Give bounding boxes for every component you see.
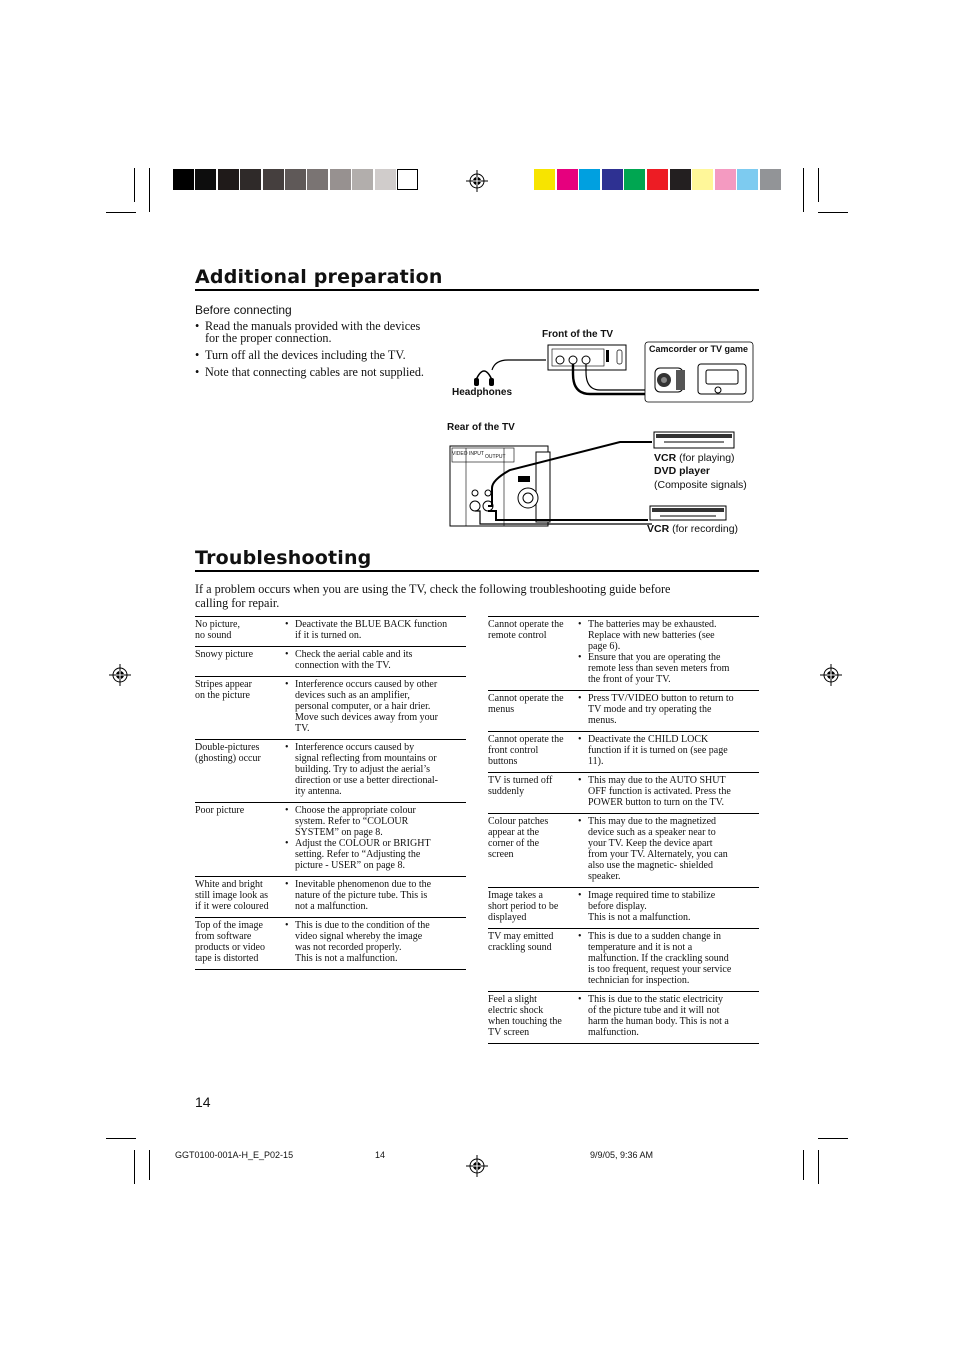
solution-line: signal reflecting from mountains or (295, 753, 437, 764)
problem-cell (195, 619, 240, 641)
crop-mark (106, 1138, 136, 1139)
solution-cell (285, 619, 466, 641)
problem-line: still image look as (195, 890, 269, 901)
solution-line: page 6). (588, 641, 621, 652)
color-swatch (534, 169, 555, 190)
solution-line: function if it is turned on (see page (588, 745, 728, 756)
heading-rule (195, 289, 759, 291)
solution-item (285, 838, 466, 871)
color-swatch (715, 169, 736, 190)
table-row (488, 929, 759, 992)
troubleshooting-table-right (488, 616, 759, 1044)
solution-line: device such as a speaker near to (588, 827, 716, 838)
color-swatch (602, 169, 623, 190)
solution-cell (285, 742, 466, 797)
solution-cell (578, 890, 759, 923)
gray-swatch (352, 169, 373, 190)
problem-line: No picture, (195, 619, 240, 630)
solution-line: • This is due to the condition of the (295, 920, 430, 931)
solution-item (285, 742, 466, 797)
table-row (195, 677, 466, 740)
vcr-recording-text: (for recording) (669, 523, 739, 535)
solution-cell (578, 693, 759, 726)
solution-line: also use the magnetic- shielded (588, 860, 713, 871)
table-row (195, 877, 466, 918)
solution-line: • Interference occurs caused by (295, 742, 415, 753)
gray-swatch (285, 169, 306, 190)
problem-line: Stripes appear (195, 679, 252, 690)
solution-line: setting. Refer to “Adjusting the (295, 849, 421, 860)
problem-cell (488, 890, 558, 923)
solution-line: menus. (588, 715, 617, 726)
table-row (195, 918, 466, 970)
problem-line: TV screen (488, 1027, 530, 1038)
problem-cell (488, 816, 548, 860)
solution-line: technician for inspection. (588, 975, 690, 986)
troubleshooting-intro (195, 582, 670, 610)
solution-line: This is not a malfunction. (588, 912, 691, 923)
solution-item (578, 931, 759, 986)
footer-file-name: GGT0100-001A-H_E_P02-15 (175, 1150, 294, 1160)
solution-cell (578, 931, 759, 986)
table-row (488, 732, 759, 773)
heading-rule (195, 570, 759, 572)
solution-cell (578, 619, 759, 685)
solution-item (285, 879, 466, 912)
solution-line: malfunction. If the crackling sound (588, 953, 729, 964)
solution-line: This is not a malfunction. (295, 953, 398, 964)
problem-line: short period to be (488, 901, 559, 912)
headphones-icon (474, 360, 546, 386)
troubleshooting-table-left (195, 616, 466, 970)
gray-swatch (240, 169, 261, 190)
gray-swatch (397, 169, 418, 190)
problem-line: products or video (195, 942, 265, 953)
bullet-mark: • (195, 348, 200, 362)
table-row (488, 773, 759, 814)
solution-line: direction or use a better directional- (295, 775, 438, 786)
problem-line: suddenly (488, 786, 525, 797)
prep-bullet-text: Read the manuals provided with the devices (205, 319, 421, 333)
solution-line: if it is turned on. (295, 630, 362, 641)
table-row (488, 617, 759, 691)
additional-preparation-heading: Additional preparation (195, 266, 443, 288)
solution-line: • Press TV/VIDEO button to return to (588, 693, 734, 704)
problem-cell (488, 994, 562, 1038)
vcr-bold: VCR (654, 452, 677, 464)
problem-line: front control (488, 745, 539, 756)
color-swatch (760, 169, 781, 190)
vcr-recording-icon (650, 506, 726, 520)
registration-mark-icon (466, 1155, 488, 1177)
registration-mark-icon (820, 664, 842, 686)
vcr-playing-label (654, 452, 735, 464)
solution-line: system. Refer to “COLOUR (295, 816, 409, 827)
troubleshooting-heading: Troubleshooting (195, 547, 372, 569)
problem-line: Colour patches (488, 816, 549, 827)
problem-line: from software (195, 931, 252, 942)
intro-line: If a problem occurs when you are using the TV, check the following troubleshooting guide before (195, 582, 671, 596)
table-row (488, 992, 759, 1044)
solution-line: • Image required time to stabilize (588, 890, 716, 901)
problem-line: no sound (195, 630, 232, 641)
solution-line: • The batteries may be exhausted. (588, 619, 717, 630)
vcr-playing-text: (for playing) (676, 452, 735, 464)
solution-item (578, 693, 759, 726)
gray-swatch (330, 169, 351, 190)
solution-line: nature of the picture tube. This is (295, 890, 428, 901)
solution-line: personal computer, or a hair drier. (295, 701, 431, 712)
vcr-recording-label (647, 523, 738, 535)
solution-line: TV. (295, 723, 310, 734)
rear-output-label: OUTPUT (485, 454, 506, 460)
problem-cell (195, 879, 269, 912)
gray-swatch (263, 169, 284, 190)
crop-mark (818, 1138, 848, 1139)
problem-line: when touching the (488, 1016, 562, 1027)
color-swatch (670, 169, 691, 190)
problem-line: Feel a slight (488, 994, 537, 1005)
color-swatch (647, 169, 668, 190)
crop-mark (803, 1150, 804, 1180)
vcr-playing-icon (654, 432, 734, 448)
solution-line: • Interference occurs caused by other (295, 679, 438, 690)
solution-line: building. Try to adjust the aerial’s (295, 764, 430, 775)
solution-line: malfunction. (588, 1027, 639, 1038)
headphones-label: Headphones (452, 387, 513, 398)
problem-cell (195, 649, 253, 660)
table-row (195, 617, 466, 647)
problem-line: TV is turned off (488, 775, 553, 786)
table-row (195, 647, 466, 677)
solution-line: • Adjust the COLOUR or BRIGHT (295, 838, 431, 849)
problem-line: appear at the (488, 827, 540, 838)
rear-video-input-label: VIDEO INPUT (452, 451, 484, 457)
problem-line: (ghosting) occur (195, 753, 261, 764)
solution-line: • Deactivate the CHILD LOCK (588, 734, 709, 745)
problem-cell (488, 734, 564, 767)
solution-line: ity antenna. (295, 786, 342, 797)
solution-item (578, 994, 759, 1038)
vcr-bold: VCR (647, 523, 670, 535)
solution-cell (578, 775, 759, 808)
problem-line: tape is distorted (195, 953, 259, 964)
tv-game-icon (698, 364, 746, 394)
gray-swatch (375, 169, 396, 190)
solution-line: picture - USER” on page 8. (295, 860, 405, 871)
crop-mark (818, 212, 848, 213)
solution-line: Replace with new batteries (see (588, 630, 715, 641)
solution-line: devices such as an amplifier, (295, 690, 410, 701)
registration-mark-icon (109, 664, 131, 686)
prep-bullet-text: Turn off all the devices including the TV. (205, 348, 406, 362)
solution-line: from your TV. Alternately, you can (588, 849, 728, 860)
solution-line: remote less than seven meters from (588, 663, 730, 674)
solution-line: was not recorded properly. (295, 942, 402, 953)
registration-mark-icon (466, 170, 488, 192)
solution-line: SYSTEM” on page 8. (295, 827, 383, 838)
rear-of-tv-label: Rear of the TV (447, 422, 515, 433)
crop-mark (149, 168, 150, 212)
composite-signals-label: (Composite signals) (654, 479, 747, 491)
table-row (195, 740, 466, 803)
problem-line: displayed (488, 912, 527, 923)
solution-line: is too frequent, request your service (588, 964, 732, 975)
solution-line: • This may due to the magnetized (588, 816, 717, 827)
solution-item (578, 816, 759, 882)
crop-mark (149, 1150, 150, 1180)
bullet-mark: • (195, 365, 200, 379)
problem-line: Top of the image (195, 920, 263, 931)
solution-item (578, 619, 759, 652)
solution-line: POWER button to turn on the TV. (588, 797, 725, 808)
solution-line: TV mode and try operating the (588, 704, 712, 715)
problem-line: Cannot operate the (488, 619, 564, 630)
camcorder-icon (655, 368, 685, 392)
prep-bullet-text: Note that connecting cables are not supplied. (205, 365, 424, 379)
solution-line: Move such devices away from your (295, 712, 439, 723)
problem-line: corner of the (488, 838, 540, 849)
problem-cell (488, 931, 553, 953)
problem-line: Image takes a (488, 890, 543, 901)
solution-line: • Check the aerial cable and its (295, 649, 413, 660)
solution-line: before display. (588, 901, 647, 912)
problem-cell (195, 805, 244, 816)
problem-line: Double-pictures (195, 742, 260, 753)
gray-swatch (307, 169, 328, 190)
problem-line: White and bright (195, 879, 263, 890)
solution-cell (285, 805, 466, 871)
solution-line: your TV. Keep the device apart (588, 838, 713, 849)
dvd-player-label: DVD player (654, 465, 711, 477)
solution-item (285, 920, 466, 964)
problem-cell (488, 775, 552, 797)
problem-cell (195, 679, 252, 701)
solution-line: • Deactivate the BLUE BACK function (295, 619, 448, 630)
problem-line: on the picture (195, 690, 250, 701)
solution-item (285, 619, 466, 641)
crop-mark (134, 1150, 135, 1184)
solution-line: temperature and it is not a (588, 942, 693, 953)
problem-line: electric shock (488, 1005, 544, 1016)
color-swatch (692, 169, 713, 190)
problem-cell (195, 742, 261, 764)
problem-line: remote control (488, 630, 547, 641)
intro-line: calling for repair. (195, 596, 280, 610)
problem-line: Cannot operate the (488, 734, 564, 745)
solution-line: • Inevitable phenomenon due to the (295, 879, 432, 890)
problem-line: buttons (488, 756, 518, 767)
color-swatch (557, 169, 578, 190)
solution-line: not a malfunction. (295, 901, 369, 912)
crop-mark (106, 212, 136, 213)
problem-cell (488, 619, 564, 641)
before-connecting-subheading: Before connecting (195, 303, 292, 317)
crop-mark (818, 1150, 819, 1184)
table-row (488, 691, 759, 732)
table-row (488, 814, 759, 888)
solution-line: OFF function is activated. Press the (588, 786, 731, 797)
camcorder-label: Camcorder or TV game (649, 344, 749, 354)
problem-line: Cannot operate the (488, 693, 564, 704)
gray-swatch (173, 169, 194, 190)
solution-line: of the picture tube and it will not (588, 1005, 720, 1016)
table-row (488, 888, 759, 929)
problem-line: Snowy picture (195, 649, 254, 660)
gray-swatch (218, 169, 239, 190)
color-swatch (737, 169, 758, 190)
solution-cell (285, 679, 466, 734)
solution-cell (578, 816, 759, 882)
tv-front-panel (548, 345, 626, 370)
footer-file-page: 14 (375, 1150, 386, 1160)
problem-cell (195, 920, 265, 964)
crop-mark (803, 168, 804, 212)
solution-cell (285, 649, 466, 671)
problem-line: screen (488, 849, 514, 860)
color-swatch (624, 169, 645, 190)
problem-line: TV may emitted (488, 931, 554, 942)
solution-cell (285, 920, 466, 964)
solution-line: 11). (588, 756, 604, 767)
solution-line: connection with the TV. (295, 660, 391, 671)
solution-line: • Ensure that you are operating the (588, 652, 721, 663)
solution-item (285, 679, 466, 734)
solution-cell (285, 879, 466, 912)
front-of-tv-label: Front of the TV (542, 329, 614, 340)
page-number: 14 (195, 1094, 211, 1110)
crop-mark (818, 168, 819, 202)
problem-line: if it were coloured (195, 901, 269, 912)
solution-cell (578, 994, 759, 1038)
prep-bullet-text: for the proper connection. (205, 331, 332, 345)
solution-cell (578, 734, 759, 767)
solution-line: speaker. (588, 871, 621, 882)
solution-line: • This is due to the static electricity (588, 994, 723, 1005)
solution-item (285, 805, 466, 838)
problem-line: crackling sound (488, 942, 552, 953)
solution-line: the front of your TV. (588, 674, 671, 685)
footer-timestamp: 9/9/05, 9:36 AM (590, 1150, 654, 1160)
solution-item (578, 652, 759, 685)
problem-line: menus (488, 704, 515, 715)
solution-line: • This is due to a sudden change in (588, 931, 722, 942)
color-swatch (579, 169, 600, 190)
solution-item (578, 734, 759, 767)
table-row (195, 803, 466, 877)
solution-line: • This may due to the AUTO SHUT (588, 775, 726, 786)
gray-swatch (195, 169, 216, 190)
bullet-mark: • (195, 319, 200, 333)
solution-line: video signal whereby the image (295, 931, 423, 942)
solution-item (578, 775, 759, 808)
crop-mark (134, 168, 135, 202)
problem-cell (488, 693, 564, 715)
solution-line: harm the human body. This is not a (588, 1016, 729, 1027)
solution-item (578, 890, 759, 923)
solution-line: • Choose the appropriate colour (295, 805, 416, 816)
solution-item (285, 649, 466, 671)
problem-line: Poor picture (195, 805, 245, 816)
